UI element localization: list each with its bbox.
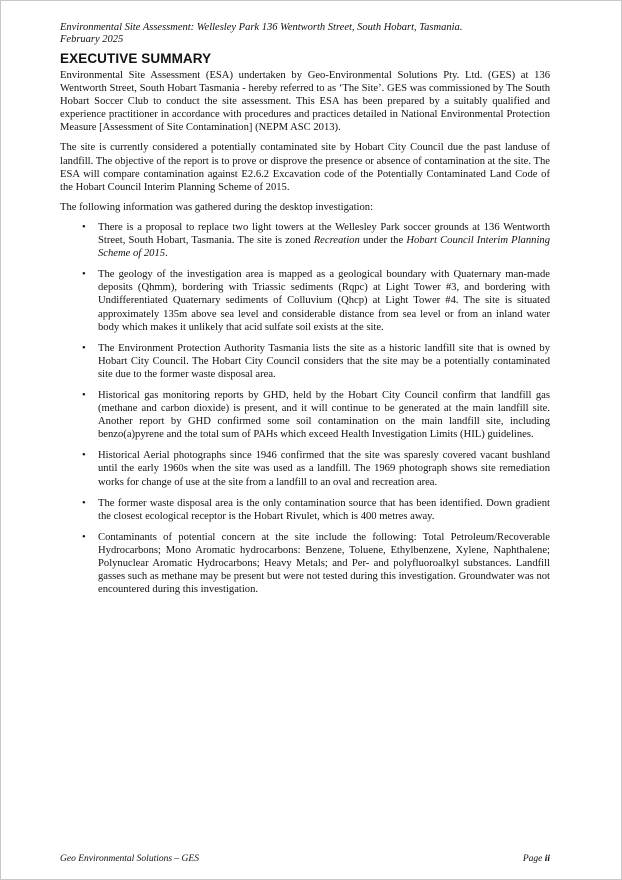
footer-company: Geo Environmental Solutions – GES <box>60 854 199 864</box>
bullet-icon: • <box>82 389 86 401</box>
list-item: • Contaminants of potential concern at the site include the following: Total Petroleum/Recoverable Hydrocarbons; Mono Aromatic hydrocarbons: Benzene, Toluene, Ethylbenzene, Xylene, Naphthalene; Polynuclear Aromatic Hydrocarbons; Heavy Metals; and Per- and polyfluoroalkyl substances. Landfill gasses such as methane may be present but were not tested during this investigation. Groundwater was not encountered during this investigation. <box>82 531 550 596</box>
planning-scheme-name: Hobart Council Interim Planning Scheme of 2015 <box>98 235 550 260</box>
list-item: • Historical gas monitoring reports by GHD, held by the Hobart City Council confirm that landfill gas (methane and carbon dioxide) is present, and it will continue to be generated at the main landfill site. Another report by GHD confirmed some soil contamination on the main landfill site, including benzo(a)pyrene and the total sum of PAHs which exceed Health Investigation Limits (HIL) guidelines. <box>82 389 550 441</box>
document-body <box>60 69 550 604</box>
list-item: • Historical Aerial photographs since 1946 confirmed that the site was sparesly covered vacant bushland until the early 1960s when the site was used as a landfill. The 1969 photograph shows site remediation works for change of use at the site from a landfill to an oval and recreation area. <box>82 450 550 488</box>
running-header <box>60 22 580 46</box>
bullet-icon: • <box>82 342 86 354</box>
header-title: Environmental Site Assessment: Wellesley Park 136 Wentworth Street, South Hobart, Tasmania. <box>60 22 463 33</box>
list-item: • The Environment Protection Authority Tasmania lists the site as a historic landfill site that is owned by Hobart City Council. The Hobart City Council considers that the site may be a potentially contaminated site due to the former waste disposal area. <box>82 342 550 380</box>
zoning-term: Recreation <box>313 235 360 247</box>
bullet-icon: • <box>82 269 86 281</box>
list-item: • The geology of the investigation area is mapped as a geological boundary with Quaternary man-made deposits (Qhmm), bordering with Triassic sediments (Rqpc) at Light Tower #3, and bordering with Undifferentiated Quaternary sediments of Colluvium (Qhcp) at Light Tower #4. The site is situated approximately 135m above sea level and considerable distance from sea level or from an inland water body which makes it unlikely that acid sulfate soil exists at the site. <box>82 269 550 333</box>
bullet-icon: • <box>82 221 86 233</box>
list-item: • The former waste disposal area is the only contamination source that has been identified. Down gradient the closest ecological receptor is the Hobart Rivulet, which is 400 metres away. <box>82 497 550 522</box>
bullet-icon: • <box>82 531 86 543</box>
header-date: February 2025 <box>60 34 124 45</box>
section-title: EXECUTIVE SUMMARY <box>60 51 212 66</box>
paragraph-lead-in: The following information was gathered during the desktop investigation: <box>60 201 374 213</box>
page-number: Page ii <box>522 854 550 864</box>
list-item: • There is a proposal to replace two light towers at the Wellesley Park soccer grounds at 136 Wentworth Street, South Hobart, Tasmania. The site is zoned Recreation under the Hobart Council Interim Planning Scheme of 2015. <box>82 221 550 260</box>
paragraph-objective: The site is currently considered a potentially contaminated site by Hobart City Council due the past landuse of landfill. The objective of the report is to prove or disprove the presence or absence of contamination at the site. The ESA will compare contamination against E2.6.2 Excavation code of the Potentially Contaminated Land Code of the Hobart Council Interim Planning Scheme of 2015. <box>60 142 550 193</box>
paragraph-intro: Environmental Site Assessment (ESA) undertaken by Geo-Environmental Solutions Pty. Ltd. (GES) at 136 Wentworth Street, South Hobart Tasmania - hereby referred to as ‘The Site’. GES was commissioned by The South Hobart Soccer Club to conduct the site assessment. This ESA has been prepared by a suitably qualified and experience practitioner in accordance with procedures and practices detailed in National Environmental Protection Measure [Assessment of Site Contamination] (NEPM ASC 2013). <box>60 70 550 134</box>
bullet-icon: • <box>82 450 86 462</box>
findings-list <box>60 221 550 596</box>
bullet-icon: • <box>82 497 86 509</box>
running-footer <box>60 854 550 864</box>
